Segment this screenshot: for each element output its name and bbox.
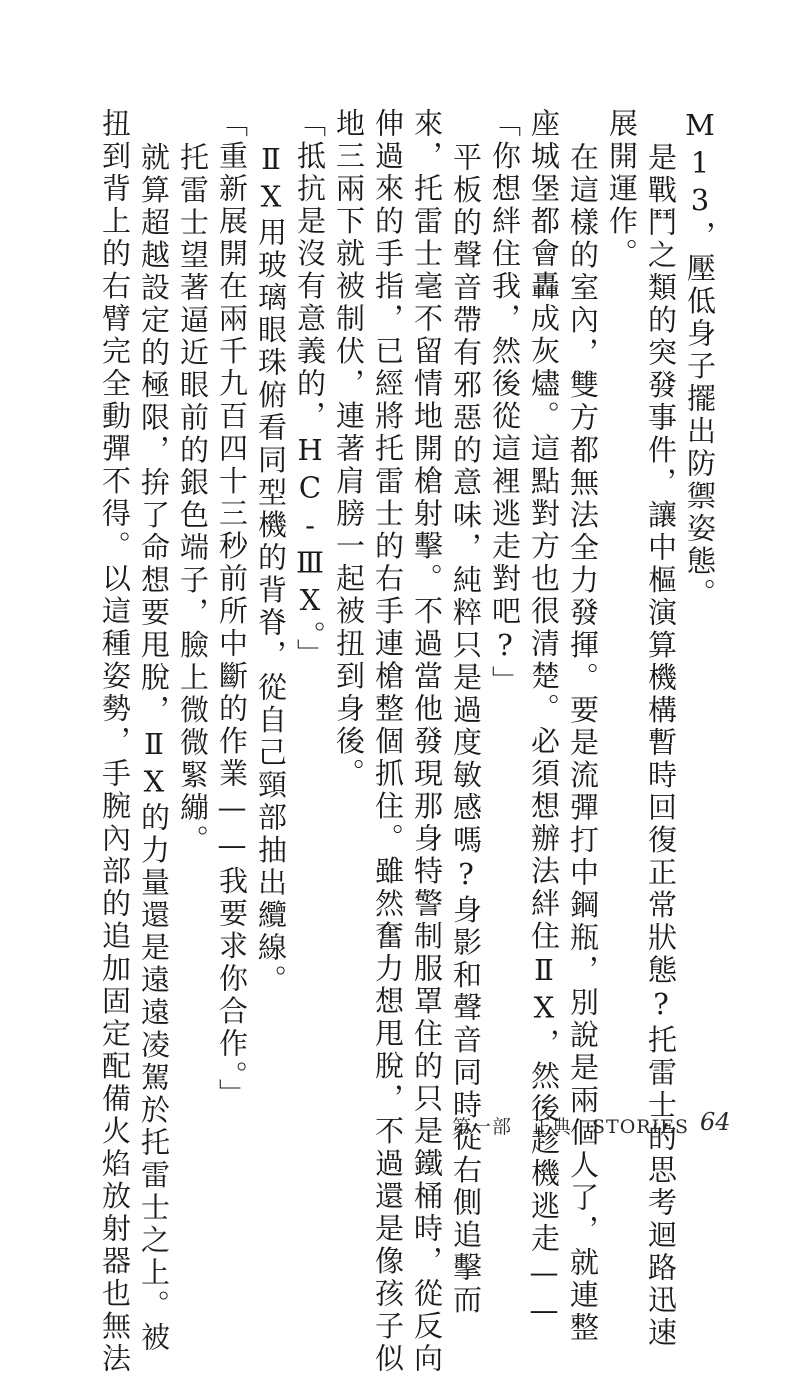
text-line: ⅡX用玻璃眼珠俯看同型機的背脊，從自己頸部抽出纜線。 [254,142,288,997]
text-line: 展開運作。 [605,108,639,271]
text-line: M13，壓低身子擺出防禦姿態。 [683,108,717,611]
text-line: 托雷士望著逼近眼前的銀色端子，臉上微微緊繃。 [176,142,210,857]
text-line: 來，托雷士毫不留情地開槍射擊。不過當他發現那身特警制服罩住的只是鐵桶時，從反向 [410,108,444,1376]
text-line: 「你想絆住我，然後從這裡逃走對吧?」 [488,108,522,698]
text-line: 平板的聲音帶有邪惡的意味，純粹只是過度敏感嗎?身影和聲音同時從右側追擊而 [449,142,483,1317]
text-line: 是戰鬥之類的突發事件，讓中樞演算機構暫時回復正常狀態?托雷士的思考迴路迅速 [644,142,678,1350]
text-line: 座城堡都會轟成灰燼。這點對方也很清楚。必須想辦法絆住ⅡX，然後趁機逃走—— [527,108,561,1331]
page-number: 64 [700,1108,731,1136]
text-line: 就算超越設定的極限，拚了命想要甩脫，ⅡX的力量還是遠遠凌駕於托雷士之上。被 [137,142,171,1355]
text-line: 「重新展開在兩千九百四十三秒前所中斷的作業——我要求你合作。」 [215,108,249,1111]
text-line: 地三兩下就被制伏，連著肩膀一起被扭到身後。 [332,108,366,791]
text-line: 在這樣的室內，雙方都無法全力發揮。要是流彈打中鋼瓶，別說是兩個人了，就連整 [566,142,600,1345]
running-footer-section: 第一部 正典 STORIES [452,1116,689,1138]
text-line: 伸過來的手指，已經將托雷士的右手連槍整個抓住。雖然奮力想甩脫，不過還是像孩子似 [371,108,405,1376]
text-line: 扭到背上的右臂完全動彈不得。以這種姿勢，手腕內部的追加固定配備火焰放射器也無法 [98,108,132,1376]
text-line: 「抵抗是沒有意義的，HC-ⅢX。」 [293,108,327,671]
